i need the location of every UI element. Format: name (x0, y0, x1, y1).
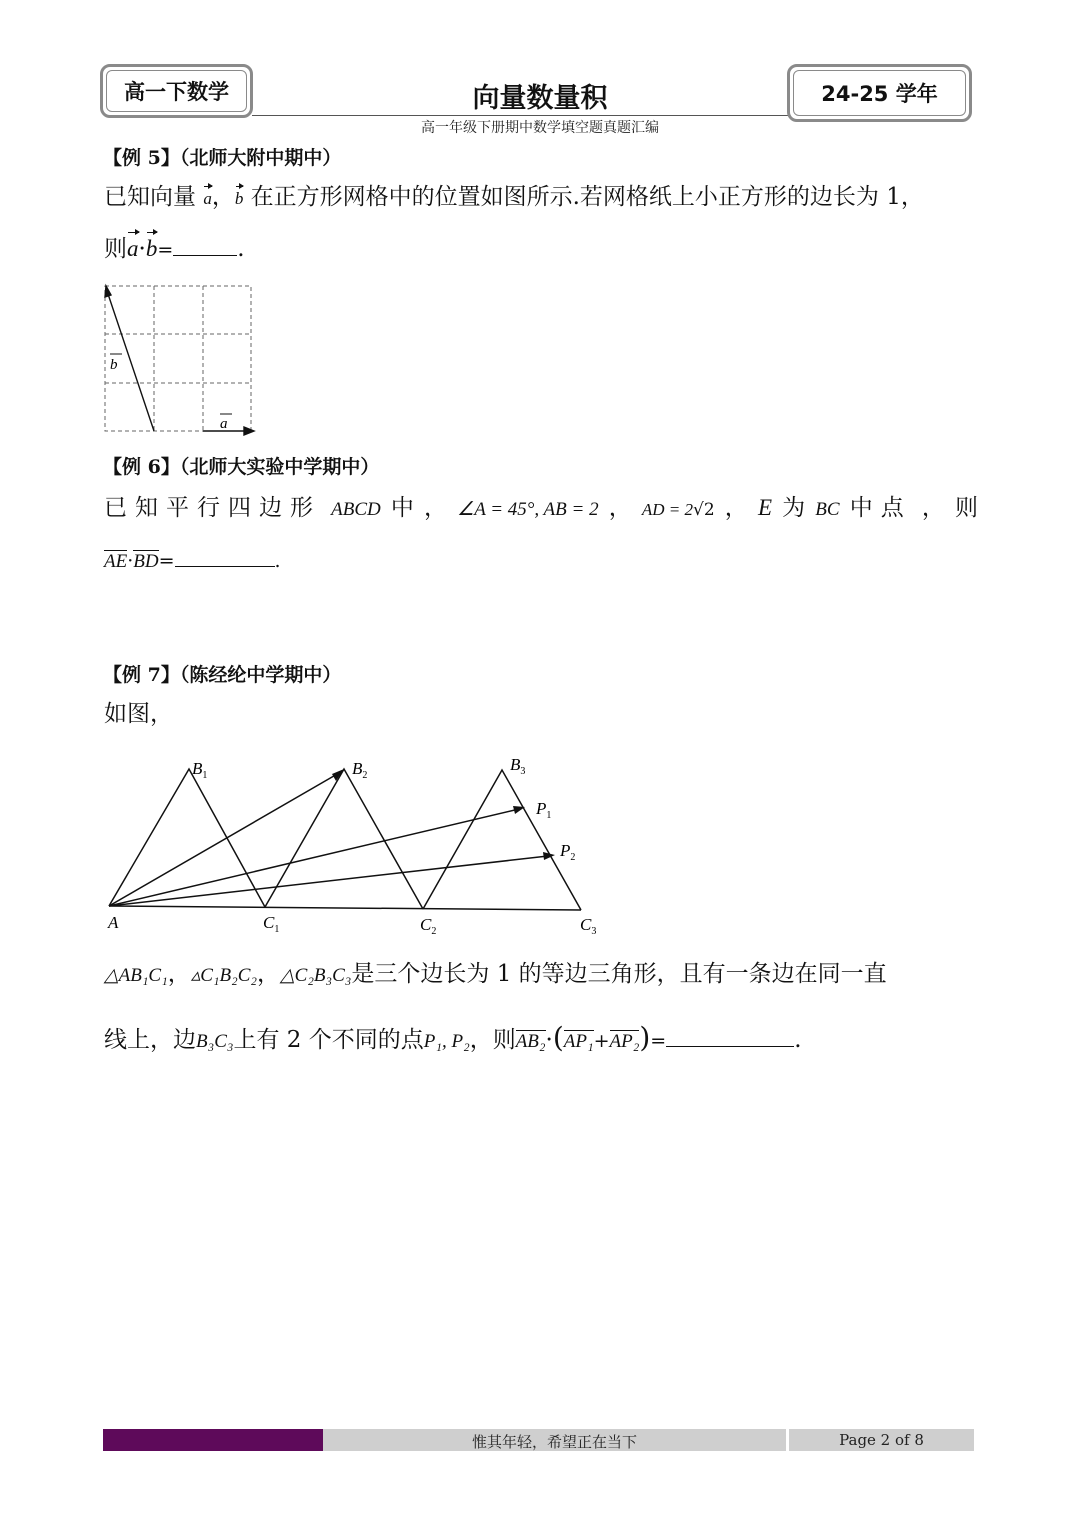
triangle-figure (100, 752, 610, 942)
example6-line2 (104, 549, 281, 575)
example6-source: （北师大实验中学期中） (179, 456, 380, 478)
header-right-box (787, 64, 972, 122)
example6-line1 (104, 493, 978, 524)
sqrt-2: √2 (693, 500, 715, 520)
plus-op: + (593, 1030, 610, 1052)
header-right-label: 24-25 学年 (793, 70, 966, 116)
triangle-3-label: △C₂B₃C₃ (280, 965, 352, 986)
abcd: ABCD (331, 499, 381, 520)
footer-motto: 惟其年轻，希望正在当下 (471, 1433, 637, 1451)
separator: ， (211, 184, 235, 210)
page-subtitle: 高一年级下册期中数学填空题真题汇编 (421, 120, 659, 136)
label-c2: $C_2$ (420, 915, 437, 937)
example5-source: （北师大附中期中） (179, 147, 342, 169)
example7-heading (103, 660, 341, 687)
triangle-3 (423, 770, 581, 910)
zhong: 中 (390, 495, 414, 521)
dot-op: · (138, 236, 146, 262)
triangle-1-label: △AB₁C₁ (104, 965, 168, 986)
example7-text2c: ，则 (469, 1027, 516, 1053)
period: . (274, 550, 281, 572)
comma: ， (424, 495, 448, 521)
label-p1: $P_1$ (536, 799, 552, 821)
dot-op: · (545, 1027, 553, 1053)
example7-intro: 如图， (104, 701, 173, 727)
equals-sign: = (650, 1030, 667, 1052)
ze-word: 则 (104, 236, 127, 262)
vector-ab2-label: AB₂ (515, 1031, 546, 1052)
example5-heading (103, 143, 341, 170)
vector-ap2-label: AP₂ (609, 1031, 640, 1052)
period: . (794, 1027, 802, 1053)
bc: BC (815, 499, 840, 520)
base-line (109, 906, 581, 910)
point-e: E (757, 495, 772, 520)
header-left-label: 高一下数学 (106, 70, 247, 112)
example7-line2 (104, 1020, 802, 1056)
label-b2: $B_2$ (352, 759, 368, 781)
right-paren: ) (639, 1021, 651, 1054)
example7-line1: △AB₁C₁，▵C₁B₂C₂，△C₂B₃C₃是三个边长为 1 的等边三角形，且有一条边在同一直 (104, 961, 887, 987)
grid-border (105, 286, 251, 431)
equals-sign: = (157, 239, 174, 261)
vector-ap1-label: AP₁ (563, 1031, 594, 1052)
vector-ap2 (109, 856, 548, 906)
ad-condition: AD = 2 (641, 500, 693, 519)
grid-label-a: a (220, 416, 228, 432)
header-rule (252, 115, 788, 116)
ze: 则 (954, 495, 978, 521)
label-c3: $C_3$ (580, 915, 597, 937)
answer-blank-7 (666, 1030, 794, 1047)
comma: ， (921, 495, 945, 521)
example5-text-post: 在正方形网格中的位置如图所示.若网格纸上小正方形的边长为 1， (250, 184, 924, 210)
vector-bd: BD (133, 551, 159, 572)
left-paren: ( (552, 1021, 564, 1054)
points-p1p2: P₁, P₂ (423, 1031, 470, 1052)
triangle-2-label: ▵C₁B₂C₂ (190, 965, 258, 986)
example7-text2b: 上有 2 个不同的点 (233, 1027, 424, 1053)
triangle-1 (109, 769, 265, 907)
answer-blank-6 (175, 550, 275, 567)
example5-text: 已知向量 (104, 184, 196, 210)
vector-a: a (203, 188, 212, 210)
vector-ap1 (109, 809, 519, 906)
example7-text1: 是三个边长为 1 的等边三角形，且有一条边在同一直 (351, 961, 887, 987)
label-c1: $C_1$ (263, 913, 280, 935)
dot-op: · (127, 550, 134, 572)
page-title: 向量数量积 (472, 83, 608, 114)
vector-ae: AE (104, 551, 128, 572)
arrowhead-p1 (513, 806, 525, 814)
example7-label: 【例 7】 (103, 664, 180, 686)
example6-text: 已知平行四边形 (104, 495, 321, 521)
footer-page-number: Page 2 of 8 (839, 1431, 924, 1449)
grid-figure (96, 280, 266, 440)
example7-source: （陈经纶中学期中） (179, 664, 342, 686)
answer-blank-5 (173, 237, 237, 256)
label-b3: $B_3$ (510, 755, 526, 777)
example5-label: 【例 5】 (103, 147, 180, 169)
grid-label-b: b (110, 357, 118, 373)
comma: ， (608, 495, 632, 521)
example5-line1 (104, 183, 924, 213)
vector-b-2: b (146, 234, 158, 264)
comma: ， (724, 495, 748, 521)
angle-condition: ∠A = 45°, AB = 2 (457, 499, 599, 520)
equals-sign: = (158, 550, 175, 572)
example5-line2 (104, 234, 245, 265)
midpoint: 中点 (849, 495, 912, 521)
edge-b3c3: B₃C₃ (196, 1031, 234, 1052)
arrowhead-b (105, 286, 111, 297)
period: . (237, 236, 245, 262)
example7-text2a: 线上，边 (104, 1027, 196, 1053)
triangle-2 (265, 769, 423, 909)
arrowhead-a (244, 427, 254, 435)
vector-b: b (235, 188, 244, 210)
example6-label: 【例 6】 (103, 456, 180, 478)
label-a: A (108, 913, 119, 932)
label-b1: $B_1$ (192, 759, 208, 781)
footer-accent-bar (103, 1429, 323, 1451)
vector-a-2: a (127, 234, 139, 264)
wei: 为 (782, 495, 806, 521)
label-p2: $P_2$ (560, 841, 576, 863)
example6-heading (103, 452, 379, 479)
